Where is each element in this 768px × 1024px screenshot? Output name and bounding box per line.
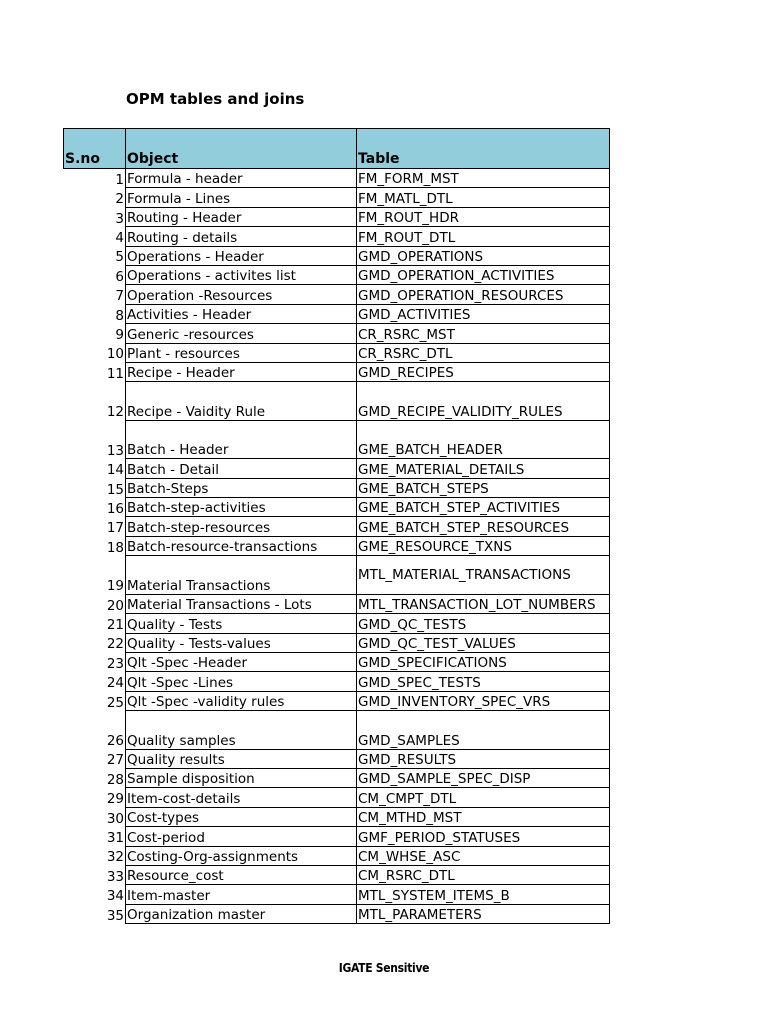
row-object: Material Transactions - Lots xyxy=(126,594,357,613)
row-object: Cost-period xyxy=(126,827,357,846)
row-table-name: CR_RSRC_MST xyxy=(357,324,610,343)
row-table-name: GMF_PERIOD_STATUSES xyxy=(357,827,610,846)
row-sno: 15 xyxy=(106,481,124,498)
table-row xyxy=(64,304,610,323)
table-row xyxy=(64,343,610,362)
table-row xyxy=(64,749,610,768)
row-table-name: CM_CMPT_DTL xyxy=(357,788,610,807)
row-sno: 9 xyxy=(115,327,124,344)
row-object: Resource_cost xyxy=(126,865,357,884)
row-sno: 31 xyxy=(106,830,124,847)
row-sno: 34 xyxy=(106,888,124,905)
row-sno: 21 xyxy=(106,617,124,634)
row-object: Material Transactions xyxy=(126,556,357,595)
row-object: Qlt -Spec -validity rules xyxy=(126,691,357,710)
table-row xyxy=(64,246,610,265)
row-object: Formula - header xyxy=(126,169,357,188)
table-row xyxy=(64,382,610,421)
table-row xyxy=(64,207,610,226)
row-table-name: GMD_OPERATIONS xyxy=(357,246,610,265)
row-table-name: GME_BATCH_HEADER xyxy=(357,420,610,459)
table-row xyxy=(64,904,610,923)
opm-tables-grid xyxy=(63,128,610,924)
row-object: Item-master xyxy=(126,885,357,904)
table-row xyxy=(64,517,610,536)
footer-classification: IGATE Sensitive xyxy=(338,961,430,975)
row-table-name: GMD_RECIPES xyxy=(357,362,610,381)
row-sno: 35 xyxy=(106,907,124,924)
row-table-name: GME_BATCH_STEP_ACTIVITIES xyxy=(357,498,610,517)
row-object: Batch - Detail xyxy=(126,459,357,478)
row-object: Batch-step-resources xyxy=(126,517,357,536)
row-object: Costing-Org-assignments xyxy=(126,846,357,865)
row-object: Qlt -Spec -Lines xyxy=(126,672,357,691)
row-sno: 6 xyxy=(115,268,124,285)
table-row xyxy=(64,478,610,497)
row-table-name: MTL_SYSTEM_ITEMS_B xyxy=(357,885,610,904)
row-table-name: CM_WHSE_ASC xyxy=(357,846,610,865)
table-row xyxy=(64,536,610,555)
row-sno: 1 xyxy=(115,171,124,188)
row-table-name: CM_MTHD_MST xyxy=(357,807,610,826)
table-row xyxy=(64,711,610,750)
table-row xyxy=(64,420,610,459)
row-sno: 25 xyxy=(106,694,124,711)
row-table-name: GMD_SPECIFICATIONS xyxy=(357,652,610,671)
row-sno: 18 xyxy=(106,539,124,556)
table-row xyxy=(64,827,610,846)
row-table-name: FM_FORM_MST xyxy=(357,169,610,188)
row-sno: 10 xyxy=(106,346,124,363)
row-table-name: MTL_PARAMETERS xyxy=(357,904,610,923)
row-table-name: GMD_ACTIVITIES xyxy=(357,304,610,323)
row-table-name: GMD_SAMPLE_SPEC_DISP xyxy=(357,768,610,787)
row-object: Quality samples xyxy=(126,711,357,750)
row-table-name: MTL_TRANSACTION_LOT_NUMBERS xyxy=(357,594,610,613)
table-row xyxy=(64,788,610,807)
row-object: Recipe - Vaidity Rule xyxy=(126,382,357,421)
header-sno: S.no xyxy=(64,129,126,169)
row-sno: 14 xyxy=(106,462,124,479)
row-sno: 23 xyxy=(106,655,124,672)
row-object: Operations - Header xyxy=(126,246,357,265)
row-table-name: GMD_SAMPLES xyxy=(357,711,610,750)
table-row xyxy=(64,265,610,284)
page-title: OPM tables and joins xyxy=(126,90,305,108)
row-object: Batch - Header xyxy=(126,420,357,459)
row-object: Sample disposition xyxy=(126,768,357,787)
table-row xyxy=(64,691,610,710)
table-row xyxy=(64,652,610,671)
row-sno: 13 xyxy=(106,442,124,459)
row-object: Quality results xyxy=(126,749,357,768)
row-sno: 3 xyxy=(115,210,124,227)
row-table-name: FM_ROUT_HDR xyxy=(357,207,610,226)
header-table: Table xyxy=(357,129,610,169)
row-sno: 17 xyxy=(106,520,124,537)
row-table-name: FM_MATL_DTL xyxy=(357,188,610,207)
row-object: Item-cost-details xyxy=(126,788,357,807)
row-table-name: GMD_OPERATION_ACTIVITIES xyxy=(357,265,610,284)
row-object: Batch-step-activities xyxy=(126,498,357,517)
row-table-name: GME_RESOURCE_TXNS xyxy=(357,536,610,555)
row-object: Plant - resources xyxy=(126,343,357,362)
row-object: Recipe - Header xyxy=(126,362,357,381)
row-sno: 5 xyxy=(115,249,124,266)
table-row xyxy=(64,885,610,904)
header-object: Object xyxy=(126,129,357,169)
row-object: Batch-Steps xyxy=(126,478,357,497)
row-object: Routing - details xyxy=(126,227,357,246)
row-sno: 33 xyxy=(106,868,124,885)
table-row xyxy=(64,285,610,304)
row-object: Batch-resource-transactions xyxy=(126,536,357,555)
table-row xyxy=(64,768,610,787)
row-sno: 27 xyxy=(106,752,124,769)
table-row xyxy=(64,594,610,613)
table-row xyxy=(64,846,610,865)
row-table-name: GMD_QC_TEST_VALUES xyxy=(357,633,610,652)
table-row xyxy=(64,324,610,343)
row-table-name: CM_RSRC_DTL xyxy=(357,865,610,884)
row-object: Routing - Header xyxy=(126,207,357,226)
row-sno: 22 xyxy=(106,636,124,653)
row-object: Activities - Header xyxy=(126,304,357,323)
row-object: Organization master xyxy=(126,904,357,923)
table-row xyxy=(64,459,610,478)
row-sno: 7 xyxy=(115,288,124,305)
row-sno: 2 xyxy=(115,191,124,208)
row-sno: 4 xyxy=(115,230,124,247)
table-row xyxy=(64,633,610,652)
row-table-name: MTL_MATERIAL_TRANSACTIONS xyxy=(357,556,610,595)
row-table-name: GMD_RESULTS xyxy=(357,749,610,768)
row-object: Quality - Tests-values xyxy=(126,633,357,652)
row-table-name: GME_BATCH_STEP_RESOURCES xyxy=(357,517,610,536)
row-sno: 8 xyxy=(115,307,124,324)
table-row xyxy=(64,865,610,884)
row-table-name: GME_MATERIAL_DETAILS xyxy=(357,459,610,478)
row-table-name: GME_BATCH_STEPS xyxy=(357,478,610,497)
row-table-name: GMD_QC_TESTS xyxy=(357,614,610,633)
table-row xyxy=(64,227,610,246)
row-sno: 28 xyxy=(106,771,124,788)
row-table-name: GMD_RECIPE_VALIDITY_RULES xyxy=(357,382,610,421)
row-table-name: GMD_OPERATION_RESOURCES xyxy=(357,285,610,304)
row-table-name: GMD_INVENTORY_SPEC_VRS xyxy=(357,691,610,710)
row-object: Operations - activites list xyxy=(126,265,357,284)
row-sno: 12 xyxy=(106,404,124,421)
row-object: Generic -resources xyxy=(126,324,357,343)
row-sno: 20 xyxy=(106,597,124,614)
row-sno: 16 xyxy=(106,500,124,517)
row-sno: 30 xyxy=(106,810,124,827)
row-object: Qlt -Spec -Header xyxy=(126,652,357,671)
row-sno: 11 xyxy=(106,365,124,382)
row-sno: 29 xyxy=(106,791,124,808)
row-object: Operation -Resources xyxy=(126,285,357,304)
row-table-name: FM_ROUT_DTL xyxy=(357,227,610,246)
table-row xyxy=(64,498,610,517)
row-sno: 24 xyxy=(106,675,124,692)
table-row xyxy=(64,556,610,595)
row-sno: 26 xyxy=(106,733,124,750)
row-table-name: CR_RSRC_DTL xyxy=(357,343,610,362)
row-object: Formula - Lines xyxy=(126,188,357,207)
table-row xyxy=(64,362,610,381)
table-row xyxy=(64,169,610,188)
table-row xyxy=(64,188,610,207)
table-row xyxy=(64,614,610,633)
row-sno: 32 xyxy=(106,849,124,866)
header-row xyxy=(64,129,610,169)
table-row xyxy=(64,807,610,826)
table-row xyxy=(64,672,610,691)
row-sno: 19 xyxy=(106,578,124,595)
row-table-name: GMD_SPEC_TESTS xyxy=(357,672,610,691)
row-object: Cost-types xyxy=(126,807,357,826)
row-object: Quality - Tests xyxy=(126,614,357,633)
